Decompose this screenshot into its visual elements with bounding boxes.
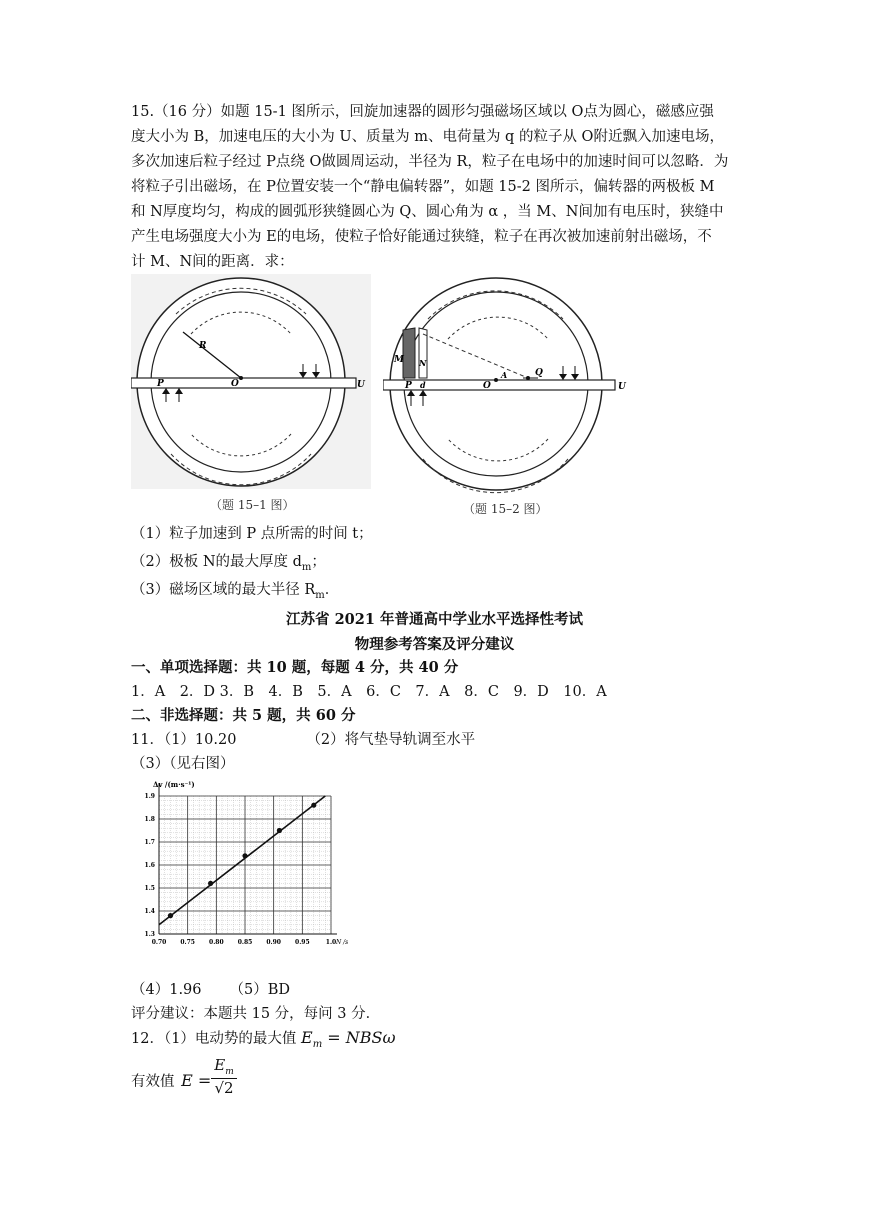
- answer-title-1: 江苏省 2021 年普通高中学业水平选择性考试: [286, 611, 583, 628]
- x-tick-label: 0.95: [295, 939, 310, 946]
- y-tick-label: 1.3: [144, 931, 155, 938]
- label-P: P: [157, 379, 164, 389]
- label-P2: P: [405, 381, 412, 391]
- x-tick-label: 0.75: [180, 939, 195, 946]
- problem-line-1: 15.（16 分）如题 15-1 图所示，回旋加速器的圆形匀强磁场区域以 O点为圆心，磁感应强: [131, 104, 714, 120]
- plate-M: [403, 328, 415, 378]
- question-2: （2）极板 N的最大厚度 $d_m$；: [131, 554, 326, 573]
- label-N: N: [419, 358, 427, 368]
- problem-line-5: 和 N厚度均匀，构成的圆弧形狭缝圆心为 Q、圆心角为 α ，当 M、N间加有电压时，狭缝中: [131, 204, 724, 220]
- label-U: U: [357, 380, 365, 390]
- q12-line-2: 有效值 E =: [131, 1071, 212, 1090]
- x-tick-label: 0.80: [209, 939, 224, 946]
- section-1-heading: 一、单项选择题：共 10 题，每题 4 分，共 40 分: [131, 659, 459, 676]
- label-O: O: [231, 379, 239, 389]
- y-tick-label: 1.9: [144, 793, 155, 800]
- label-A: A: [501, 370, 508, 380]
- problem-line-6: 产生电场强度大小为 E的电场，使粒子恰好能通过狭缝，粒子在再次被加速前射出磁场，不: [131, 229, 712, 245]
- question-1: （1）粒子加速到 P 点所需的时间 t；: [131, 526, 373, 542]
- data-point: [277, 828, 282, 833]
- data-point: [208, 881, 213, 886]
- q11-line-2: （3）（见右图）: [131, 756, 235, 772]
- y-tick-label: 1.4: [144, 908, 155, 915]
- x-tick-label: 1.0: [325, 939, 337, 946]
- y-tick-label: 1.5: [144, 885, 155, 892]
- x-axis-label: N /s: [336, 939, 349, 946]
- x-tick-label: 0.70: [151, 939, 167, 946]
- problem-line-3: 多次加速后粒子经过 P点绕 O做圆周运动，半径为 R，粒子在电场中的加速时间可以忽略．为: [131, 154, 729, 170]
- data-point: [242, 853, 247, 858]
- fraction: [211, 1056, 237, 1097]
- y-tick-label: 1.8: [144, 816, 155, 823]
- figure-15-2-caption: （题 15–2 图）: [463, 502, 548, 516]
- problem-line-4: 将粒子引出磁场，在 P位置安装一个“静电偏转器”，如题 15-2 图所示，偏转器的两极板 M: [131, 179, 715, 195]
- q11-line-1: 11．（1）10.20 （2）将气垫导轨调至水平: [131, 732, 476, 748]
- scoring-note: 评分建议：本题共 15 分，每问 3 分．: [131, 1006, 381, 1022]
- velocity-graph: [131, 776, 353, 972]
- y-tick-label: 1.6: [144, 862, 155, 869]
- label-d: d: [420, 380, 426, 390]
- problem-line-7: 计 M、N间的距离．求：: [131, 254, 294, 270]
- choice-answers: 1．A 2．D 3．B 4．B 5．A 6．C 7．A 8．C 9．D 10．A: [131, 684, 607, 700]
- label-O2: O: [483, 381, 491, 391]
- figure-15-1: [131, 274, 371, 489]
- figure-15-1-caption: （题 15–1 图）: [210, 498, 295, 512]
- y-tick-label: 1.7: [144, 839, 155, 846]
- fraction-denominator: √2: [214, 1079, 234, 1097]
- question-3: （3）磁场区域的最大半径 $R_m$．: [131, 582, 340, 601]
- label-M: M: [394, 355, 404, 365]
- accelerating-gap: [131, 378, 356, 388]
- label-U2: U: [618, 382, 626, 392]
- y-axis-label: Δv /(m·s⁻¹): [153, 780, 195, 789]
- answer-title-2: 物理参考答案及评分建议: [354, 636, 515, 653]
- data-point: [311, 803, 316, 808]
- data-point: [168, 913, 173, 918]
- x-tick-label: 0.90: [266, 939, 281, 946]
- figure-15-2: [383, 274, 633, 494]
- q12-line-1: 12．（1）电动势的最大值 $E_m = NBS\omega$: [131, 1028, 396, 1051]
- x-tick-label: 0.85: [237, 939, 253, 946]
- section-2-heading: 二、非选择题：共 5 题，共 60 分: [131, 707, 356, 724]
- label-Q: Q: [535, 368, 543, 378]
- problem-line-2: 度大小为 B，加速电压的大小为 U、质量为 m、电荷量为 q 的粒子从 O附近飘入加速电场，: [131, 129, 724, 145]
- fraction-numerator: $E_m$: [211, 1056, 237, 1079]
- q11-line-4: （4）1.96 （5）BD: [131, 982, 291, 998]
- label-R: R: [199, 341, 207, 351]
